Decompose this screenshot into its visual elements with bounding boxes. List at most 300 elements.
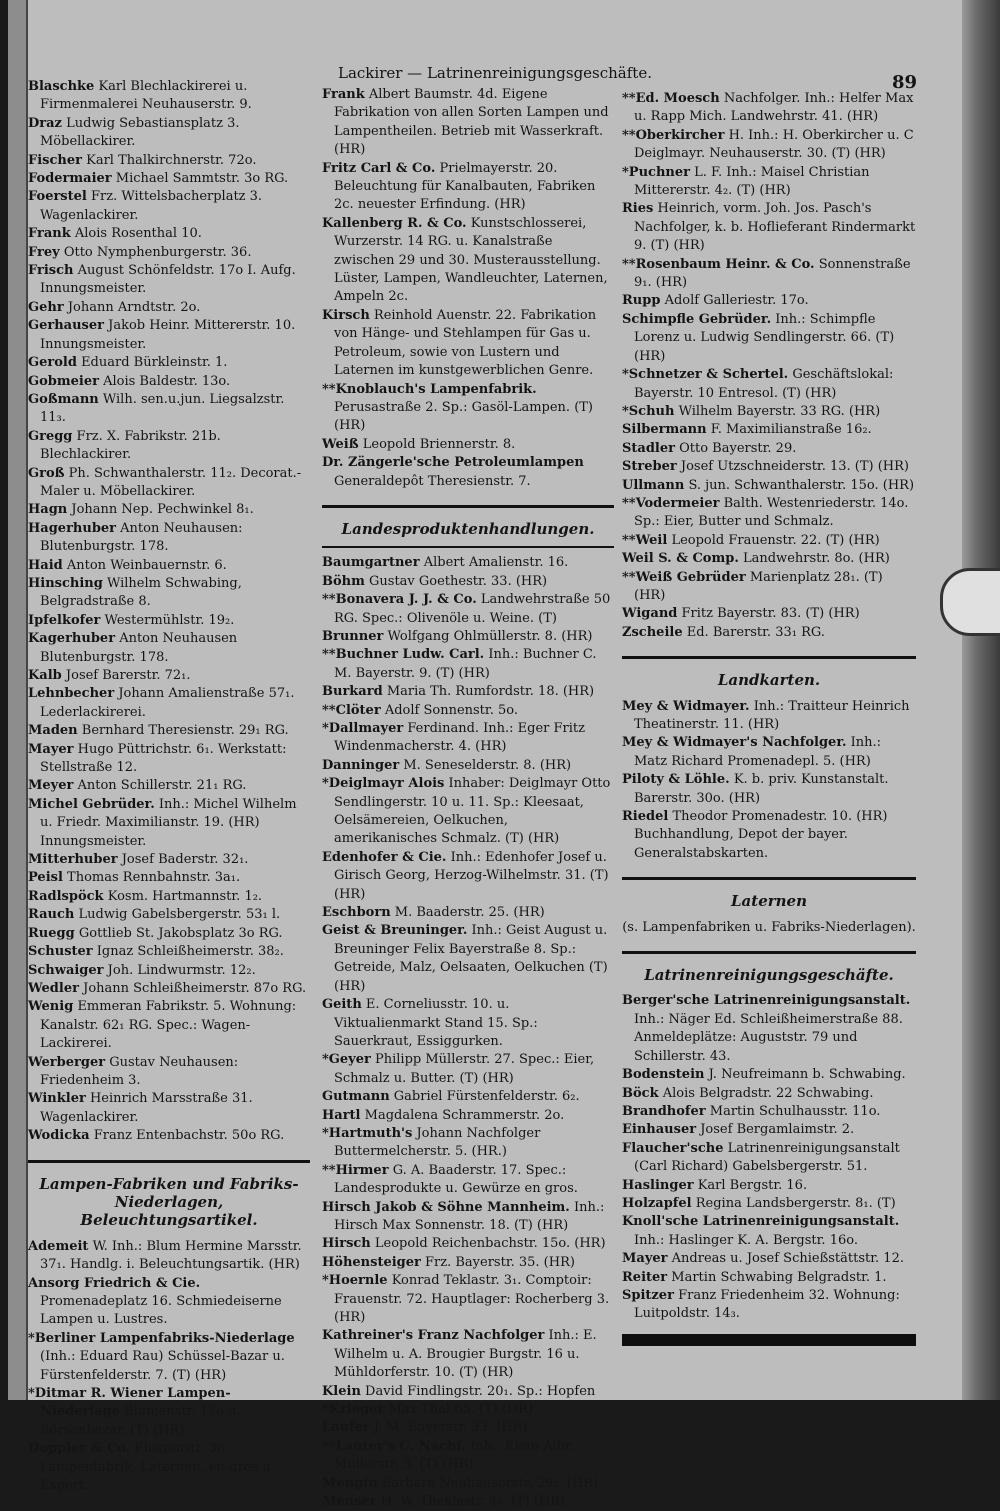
directory-entry <box>322 1199 614 1236</box>
entry-details: Barbara Neuhauserstr. 29₂. (HR) <box>381 1475 599 1491</box>
entry-details: Heinrich, vorm. Joh. Jos. Pasch's Nachfolger, k. b. Hoflieferant Rindermarkt 9. (T) (HR) <box>634 201 916 254</box>
entry-name: Mayer <box>622 1251 668 1267</box>
entry-details: Emmeran Fabrikstr. 5. Wohnung: Kanalstr. 62₁ RG. Spec.: Wagen-Lackirerei. <box>40 999 297 1052</box>
entry-name: Mitterhuber <box>28 852 118 868</box>
directory-entry <box>322 628 614 646</box>
directory-entry <box>28 943 310 961</box>
directory-entry <box>322 996 614 1051</box>
entry-name: Hinsching <box>28 575 103 591</box>
entry-name: Stadler <box>622 440 675 456</box>
entry-name: Riedel <box>622 809 669 825</box>
entry-details: Alois Belgradstr. 22 Schwabing. <box>662 1085 874 1101</box>
entry-name: Rauch <box>28 907 75 923</box>
entry-name: Groß <box>28 465 65 481</box>
entry-details: Martin Schwabing Belgradstr. 1. <box>671 1269 887 1285</box>
entry-name: Werberger <box>28 1054 106 1070</box>
entry-details: Inh.: Haslinger K. A. Bergstr. 16o. <box>634 1232 858 1248</box>
directory-entry <box>28 501 310 519</box>
directory-entry <box>28 170 310 188</box>
directory-entry <box>622 292 916 310</box>
directory-entry <box>322 1125 614 1162</box>
directory-entry <box>322 1051 614 1088</box>
entry-details: Maria Th. Rumfordstr. 18. (HR) <box>386 684 595 700</box>
entry-name: *Schnetzer & Schertel. <box>622 367 789 383</box>
entry-name: Mey & Widmayer's Nachfolger. <box>622 735 847 751</box>
entry-name: **Bonavera J. J. & Co. <box>322 592 477 608</box>
entry-name: Goßmann <box>28 391 99 407</box>
entry-details: Magdalena Schrammerstr. 2o. <box>364 1107 565 1123</box>
directory-entry <box>28 262 310 299</box>
entry-details: H. W. Theklastr. 4₁. (T) (HR) <box>380 1494 566 1510</box>
entry-details: Adolf Galleriestr. 17o. <box>664 293 809 309</box>
entry-name: Frisch <box>28 263 74 279</box>
directory-entry <box>28 1054 310 1091</box>
entry-name: Schwaiger <box>28 962 104 978</box>
directory-entry <box>322 904 614 922</box>
entry-details: Karl Bergstr. 16. <box>697 1177 808 1193</box>
entry-name: Kalb <box>28 668 62 683</box>
entry-details: Promenadeplatz 16. Schmiedeiserne Lampen u. Lustres. <box>40 1294 282 1328</box>
entry-details: Ludwig Gabelsbergerstr. 53₁ l. <box>78 907 281 923</box>
section-heading: Lampen-Fabriken und Fabriks-Niederlagen, Beleuchtungsartikel. <box>39 1174 299 1230</box>
entry-details: Gottlieb St. Jakobsplatz 3o RG. <box>78 925 283 941</box>
entry-name: Burkard <box>322 684 383 700</box>
directory-entry <box>28 428 310 465</box>
section-rule <box>622 656 916 659</box>
entry-name: Laufer <box>322 1420 370 1436</box>
entry-details: Max Thal 65. (T) (HR) <box>388 1402 534 1418</box>
entry-details: Josef Baderstr. 32₁. <box>121 852 249 868</box>
entry-details: Inh.: Edenhofer Josef u. Girisch Georg, Herzog-Wilhelmstr. 31. (T) (HR) <box>334 849 609 902</box>
entry-details: Perusastraße 2. Sp.: Gasöl-Lampen. (T) (HR) <box>334 399 594 434</box>
section-heading: Latrinenreinigungsgeschäfte. <box>644 966 894 985</box>
entry-name: Weiß <box>322 436 359 452</box>
section-rule <box>622 877 916 880</box>
section-rule <box>622 951 916 954</box>
directory-entry <box>322 573 614 591</box>
directory-entry <box>28 667 310 685</box>
entry-details: Generaldepôt Theresienstr. 7. <box>334 473 531 489</box>
section-heading: Landkarten. <box>717 671 821 690</box>
column-middle <box>322 86 614 1511</box>
entry-name: Haid <box>28 557 63 573</box>
section-note: (s. Lampenfabriken u. Fabriks-Niederlagen). <box>622 919 916 935</box>
entry-details: Anton Weinbauernstr. 6. <box>66 557 227 573</box>
entry-details: Ignaz Schleißheimerstr. 38₂. <box>96 944 284 960</box>
entry-details: Balth. Westenriederstr. 14o. Sp.: Eier, Butter und Schmalz. <box>634 495 909 530</box>
entry-details: Franz Entenbachstr. 50o RG. <box>93 1128 285 1144</box>
entry-name: Schuster <box>28 944 93 960</box>
entry-details: Inh.: Geist August u. Breuninger Felix Bayerstraße 8. Sp.: Getreide, Malz, Oelsaaten, Oelkuchen (T) (HR) <box>334 923 608 994</box>
entry-name: Kathreiner's Franz Nachfolger <box>322 1328 545 1344</box>
entry-details: E. Corneliusstr. 10. u. Viktualienmarkt Stand 15. Sp.: Sauerkraut, Essiggurken. <box>334 997 538 1049</box>
directory-entry <box>322 1438 614 1475</box>
entry-details: Frz. Bayerstr. 35. (HR) <box>425 1254 575 1270</box>
directory-entry <box>622 495 916 532</box>
entry-details: Eduard Bürkleinstr. 1. <box>81 355 228 371</box>
directory-entry <box>322 1401 614 1419</box>
entry-details: M. Baaderstr. 25. (HR) <box>394 905 545 921</box>
directory-entry <box>28 1090 310 1127</box>
entry-details: Johann Arndtstr. 2o. <box>67 299 201 315</box>
directory-entry <box>322 1475 614 1493</box>
directory-page <box>8 0 970 1510</box>
entry-details: Michael Sammtstr. 3o RG. <box>115 171 289 187</box>
previous-page-edge <box>8 0 28 1400</box>
entry-name: Geith <box>322 997 362 1013</box>
entry-details: Jakob Heinr. Mittererstr. 10. Innungsmeister. <box>40 318 296 352</box>
directory-entry <box>28 188 310 225</box>
entry-details: Inh.: Buchner C. M. Bayerstr. 9. (T) (HR) <box>334 647 597 681</box>
entry-details: Latrinenreinigungsanstalt (Carl Richard) Gabelsbergerstr. 51. <box>634 1140 900 1175</box>
entry-name: Danninger <box>322 757 400 773</box>
directory-entry <box>622 1287 916 1324</box>
entry-details: Hugo Püttrichstr. 6₁. Werkstatt: Stellstraße 12. <box>40 741 287 776</box>
directory-entry <box>622 734 916 771</box>
entry-name: Ruegg <box>28 925 75 941</box>
column-right <box>622 90 916 1346</box>
entry-name: **Buchner Ludw. Carl. <box>322 647 485 663</box>
entry-list <box>322 554 614 1511</box>
entry-name: Gregg <box>28 428 73 444</box>
directory-entry <box>622 421 916 439</box>
directory-entry <box>322 1235 614 1253</box>
directory-entry <box>622 1177 916 1195</box>
directory-entry <box>322 1493 614 1511</box>
entry-details: Josef Utzschneiderstr. 13. (T) (HR) <box>680 459 909 475</box>
entry-name: **Lauter's C. Nachf. <box>322 1438 467 1454</box>
entry-details: J. Neufreimann b. Schwabing. <box>708 1067 906 1083</box>
entry-list <box>622 90 916 642</box>
directory-entry <box>28 685 310 722</box>
directory-entry <box>322 454 614 491</box>
entry-details: Thomas Rennbahnstr. 3a₁. <box>67 870 241 886</box>
directory-entry <box>622 1140 916 1177</box>
section-rule-thin <box>322 546 614 548</box>
entry-name: Silbermann <box>622 422 707 438</box>
entry-name: Draz <box>28 115 62 131</box>
entry-name: Mayer <box>28 741 74 757</box>
entry-details: Johann Amalienstraße 57₁. Lederlackirerei. <box>40 686 295 720</box>
entry-name: *Krieger <box>322 1402 385 1418</box>
directory-entry <box>622 532 916 550</box>
directory-entry <box>28 1440 310 1495</box>
entry-name: Knoll'sche Latrinenreinigungsanstalt. <box>622 1214 900 1230</box>
directory-entry <box>28 777 310 795</box>
end-bar <box>622 1334 916 1346</box>
section-heading: Landesproduktenhandlungen. <box>341 519 595 538</box>
directory-entry <box>322 436 614 454</box>
entry-name: Holzapfel <box>622 1195 692 1211</box>
directory-entry <box>28 888 310 906</box>
directory-entry <box>322 381 614 436</box>
entry-details: Albert Baumstr. 4d. Eigene Fabrikation von allen Sorten Lampen und Lampentheilen. Betrieb mit Wasserkraft. (HR) <box>334 87 609 158</box>
entry-name: Gerhauser <box>28 318 104 334</box>
directory-entry <box>28 906 310 924</box>
entry-name: Böck <box>622 1085 659 1101</box>
entry-details: Wolfgang Ohlmüllerstr. 8. (HR) <box>387 628 593 644</box>
entry-details: Otto Bayerstr. 29. <box>679 440 797 456</box>
directory-entry <box>322 702 614 720</box>
entry-details: Westermühlstr. 19₂. <box>104 612 235 628</box>
entry-name: Wigand <box>622 606 678 622</box>
entry-details: Joh. Lindwurmstr. 12₂. <box>107 962 256 978</box>
entry-details: Inh.: Matz Richard Promenadepl. 5. (HR) <box>634 735 882 769</box>
entry-details: August Schönfeldstr. 17o I. Aufg. Innungsmeister. <box>40 263 296 297</box>
entry-name: **Rosenbaum Heinr. & Co. <box>622 256 815 272</box>
directory-entry <box>28 465 310 502</box>
directory-entry <box>622 771 916 808</box>
directory-entry <box>28 980 310 998</box>
directory-entry <box>28 225 310 243</box>
entry-details: Philipp Müllerstr. 27. Spec.: Eier, Schmalz u. Butter. (T) (HR) <box>334 1052 595 1086</box>
entry-name: Edenhofer & Cie. <box>322 849 447 865</box>
entry-details: Regina Landsbergerstr. 8₁. (T) <box>695 1195 896 1211</box>
directory-entry <box>322 1107 614 1125</box>
entry-name: Gobmeier <box>28 373 99 389</box>
entry-name: Fodermaier <box>28 171 112 187</box>
entry-name: Dr. Zängerle'sche Petroleumlampen <box>322 455 584 471</box>
entry-name: Rupp <box>622 293 661 309</box>
entry-details: Johann Nachfolger Buttermelcherstr. 5. (HR.) <box>334 1125 541 1160</box>
entry-name: Höhensteiger <box>322 1254 421 1270</box>
entry-name: **Vodermeier <box>622 495 720 511</box>
entry-details: F. Maximilianstraße 16₂. <box>710 422 872 438</box>
entry-details: Prielmayerstr. 20. Beleuchtung für Kanalbauten, Fabriken 2c. neuester Erfindung. (HR) <box>334 160 596 213</box>
directory-entry <box>322 1272 614 1327</box>
directory-entry <box>28 520 310 557</box>
directory-entry <box>322 591 614 628</box>
entry-name: Piloty & Löhle. <box>622 772 730 788</box>
entry-name: Michel Gebrüder. <box>28 796 155 812</box>
directory-entry <box>622 1103 916 1121</box>
directory-entry <box>322 646 614 683</box>
entry-details: Ed. Barerstr. 33₁ RG. <box>686 624 825 640</box>
entry-details: Bernhard Theresienstr. 29₁ RG. <box>81 723 289 739</box>
entry-name: Hartl <box>322 1107 361 1123</box>
directory-entry <box>322 307 614 381</box>
book-edge <box>962 0 1000 1400</box>
entry-details: Kosm. Hartmannstr. 1₂. <box>107 888 263 904</box>
entry-name: Kirsch <box>322 307 370 323</box>
entry-details: Adolf Sonnenstr. 5o. <box>384 702 518 718</box>
directory-entry <box>622 311 916 366</box>
directory-entry <box>322 1162 614 1199</box>
entry-name: Frank <box>28 226 71 242</box>
directory-entry <box>28 152 310 170</box>
entry-name: Meyer <box>28 778 74 794</box>
entry-details: Heinrich Marsstraße 31. Wagenlackirer. <box>40 1091 253 1125</box>
entry-name: Hirsch Jakob & Söhne Mannheim. <box>322 1199 570 1215</box>
directory-entry <box>28 630 310 667</box>
directory-entry <box>322 1088 614 1106</box>
directory-entry <box>28 1127 310 1145</box>
entry-details: J. M. Bayerstr. 33. (HR) <box>373 1420 528 1436</box>
entry-name: Eschborn <box>322 905 391 921</box>
entry-details: K. b. priv. Kunstanstalt. Barerstr. 30o. (HR) <box>634 772 889 806</box>
directory-entry <box>622 1250 916 1268</box>
entry-details: Geschäftslokal: Bayerstr. 10 Entresol. (T) (HR) <box>634 367 894 401</box>
entry-name: Ademeit <box>28 1238 89 1254</box>
directory-entry <box>28 851 310 869</box>
entry-details: Landwehrstr. 8o. (HR) <box>742 551 890 567</box>
entry-name: *Hoernle <box>322 1273 388 1289</box>
entry-details: Frz. Wittelsbacherplatz 3. Wagenlackirer. <box>40 189 263 223</box>
directory-entry <box>28 317 310 354</box>
directory-entry <box>622 200 916 255</box>
entry-details: Inh.: Michel Wilhelm u. Friedr. Maximilianstr. 19. (HR) Innungsmeister. <box>40 796 297 849</box>
entry-details: S. jun. Schwanthalerstr. 15o. (HR) <box>688 477 915 493</box>
entry-name: Winkler <box>28 1091 86 1107</box>
entry-details: Albert Amalienstr. 16. <box>423 555 569 571</box>
entry-details: Konrad Teklastr. 3₁. Comptoir: Frauenstr. 72. Hauptlager: Rocherberg 3. (HR) <box>334 1273 610 1325</box>
entry-name: Weil S. & Comp. <box>622 551 739 567</box>
entry-details: Alois Rosenthal 10. <box>74 226 202 242</box>
entry-name: **Oberkircher <box>622 127 725 143</box>
entry-name: Zscheile <box>622 624 683 640</box>
entry-details: Fritz Bayerstr. 83. (T) (HR) <box>681 606 860 622</box>
entry-name: *Ditmar R. Wiener Lampen-Niederlage <box>28 1386 231 1420</box>
directory-entry <box>622 1085 916 1103</box>
directory-entry <box>28 1385 310 1440</box>
entry-details: Anton Neuhausen Blutenburgstr. 178. <box>40 631 238 665</box>
entry-details: Josef Barerstr. 72₁. <box>65 668 191 683</box>
section-rule <box>28 1160 310 1163</box>
directory-entry <box>622 698 916 735</box>
entry-details: W. Inh.: Blum Hermine Marsstr. 37₁. Handlg. i. Beleuchtungsartik. (HR) <box>40 1238 302 1273</box>
entry-name: Ipfelkofer <box>28 612 101 628</box>
entry-name: *Berliner Lampenfabriks-Niederlage <box>28 1330 295 1346</box>
entry-name: **Hirmer <box>322 1162 389 1178</box>
entry-details: Ferdinand. Inh.: Eger Fritz Windenmacherstr. 4. (HR) <box>334 721 585 755</box>
entry-name: *Schuh <box>622 403 675 419</box>
directory-entry <box>622 1121 916 1139</box>
entry-name: *Dallmayer <box>322 721 404 736</box>
thumb-index-tab[interactable] <box>940 568 1000 636</box>
entry-name: Wedler <box>28 980 79 996</box>
entry-details: Frz. X. Fabrikstr. 21b. Blechlackirer. <box>40 428 221 463</box>
directory-entry <box>622 550 916 568</box>
entry-name: Baumgartner <box>322 555 420 571</box>
entry-name: *Deiglmayr Alois <box>322 776 445 792</box>
directory-entry <box>28 354 310 372</box>
entry-name: Hirsch <box>322 1236 371 1252</box>
directory-entry <box>322 554 614 572</box>
entry-name: Radlspöck <box>28 888 104 904</box>
entry-name: **Weiß Gebrüder <box>622 569 746 585</box>
directory-entry <box>622 403 916 421</box>
entry-details: Nachfolger. Inh.: Helfer Max u. Rapp Mich. Landwehrstr. 41. (HR) <box>634 91 914 125</box>
entry-name: Böhm <box>322 573 365 589</box>
entry-name: Fritz Carl & Co. <box>322 160 436 176</box>
directory-entry <box>622 1195 916 1213</box>
entry-name: **Knoblauch's Lampenfabrik. <box>322 381 537 397</box>
entry-details: David Findlingstr. 20₁. Sp.: Hopfen <box>365 1383 596 1399</box>
entry-details: Gabriel Fürstenfelderstr. 6₂. <box>393 1089 580 1105</box>
entry-details: H. Inh.: H. Oberkircher u. C Deiglmayr. Neuhauserstr. 30. (T) (HR) <box>634 127 914 162</box>
directory-entry <box>28 925 310 943</box>
entry-details: G. A. Baaderstr. 17. Spec.: Landesprodukte u. Gewürze en gros. <box>334 1162 578 1197</box>
entry-name: *Geyer <box>322 1052 371 1068</box>
entry-name: Doppler & Co. <box>28 1441 131 1457</box>
entry-details: Alois Baldestr. 13o. <box>103 373 231 389</box>
entry-details: Reinhold Auenstr. 22. Fabrikation von Hänge- und Stehlampen für Gas u. Petroleum, sowie von Lustern und Laternen im kunstgewerblichen Genre. <box>334 307 597 379</box>
entry-details: Gustav Neuhausen: Friedenheim 3. <box>40 1054 239 1088</box>
entry-name: Bodenstein <box>622 1067 705 1083</box>
running-header: Lackirer — Latrinenreinigungsgeschäfte. <box>338 64 652 82</box>
entry-details: M. Seneselderstr. 8. (HR) <box>403 757 572 773</box>
entry-name: **Weil <box>622 532 668 548</box>
entry-name: Mey & Widmayer. <box>622 698 750 714</box>
entry-details: Wilhelm Bayerstr. 33 RG. (HR) <box>678 403 881 419</box>
entry-name: Foerstel <box>28 189 87 205</box>
directory-entry <box>622 1066 916 1084</box>
entry-name: Mengin <box>322 1475 378 1491</box>
directory-entry <box>622 127 916 164</box>
entry-details: Otto Nymphenburgerstr. 36. <box>63 244 252 260</box>
directory-entry <box>622 90 916 127</box>
entry-details: Josef Bergamlaimstr. 2. <box>700 1122 855 1138</box>
entry-details: Wilhelm Schwabing, Belgradstraße 8. <box>40 575 242 610</box>
entry-name: Reiter <box>622 1269 668 1285</box>
directory-entry <box>28 998 310 1053</box>
entry-details: Inh.: Klein Albr. Müllerstr. 3. (T) (HR) <box>334 1438 574 1473</box>
entry-name: Kagerhuber <box>28 631 116 647</box>
directory-entry <box>622 164 916 201</box>
entry-details: Inh.: Traitteur Heinrich Theatinerstr. 11. (HR) <box>634 698 910 732</box>
entry-name: Hagerhuber <box>28 520 117 536</box>
column-left <box>28 78 310 1495</box>
directory-entry <box>28 1330 310 1385</box>
entry-name: Hagn <box>28 502 68 518</box>
entry-details: Inh.: Näger Ed. Schleißheimerstraße 88. Anmeldeplätze: Auguststr. 79 und Schillerstr. 43. <box>634 1011 903 1064</box>
entry-list <box>28 78 310 1146</box>
directory-entry <box>322 757 614 775</box>
entry-name: Frey <box>28 244 60 260</box>
entry-details: Fliegenstr. 3o. Lampenfabrik, Laternen, en-gros u. Export. <box>40 1441 275 1494</box>
directory-entry <box>28 869 310 887</box>
entry-list <box>28 1238 310 1496</box>
entry-name: Peisl <box>28 870 63 886</box>
directory-entry <box>622 458 916 476</box>
entry-details: Blumenstr. 17o u. Börsenbazar. (T) (HR) <box>40 1404 241 1438</box>
directory-entry <box>28 741 310 778</box>
entry-details: (Inh.: Eduard Rau) Schüssel-Bazar u. Fürstenfelderstr. 7. (T) (HR) <box>40 1349 285 1383</box>
entry-list <box>622 992 916 1323</box>
section-heading: Laternen <box>731 892 807 911</box>
entry-name: Ries <box>622 201 654 217</box>
directory-entry <box>622 1213 916 1250</box>
directory-entry <box>28 557 310 575</box>
entry-name: Streber <box>622 459 677 475</box>
entry-name: Wenig <box>28 999 74 1015</box>
entry-list <box>322 86 614 491</box>
entry-details: Andreas u. Josef Schießstättstr. 12. <box>671 1251 904 1267</box>
directory-entry <box>322 1254 614 1272</box>
directory-entry <box>28 575 310 612</box>
entry-name: Brandhofer <box>622 1103 706 1119</box>
page-number: 89 <box>892 72 918 93</box>
entry-details: Karl Blechlackirerei u. Firmenmalerei Neuhauserstr. 9. <box>40 79 252 113</box>
entry-name: Spitzer <box>622 1287 674 1303</box>
directory-entry <box>28 612 310 630</box>
entry-name: Meuser <box>322 1494 377 1510</box>
entry-details: Marienplatz 28₁. (T) (HR) <box>634 569 883 603</box>
directory-entry <box>28 962 310 980</box>
directory-entry <box>622 605 916 623</box>
entry-name: Klein <box>322 1383 361 1399</box>
entry-details: Theodor Promenadestr. 10. (HR) Buchhandlung, Depot der bayer. Generalstabskarten. <box>634 809 888 861</box>
